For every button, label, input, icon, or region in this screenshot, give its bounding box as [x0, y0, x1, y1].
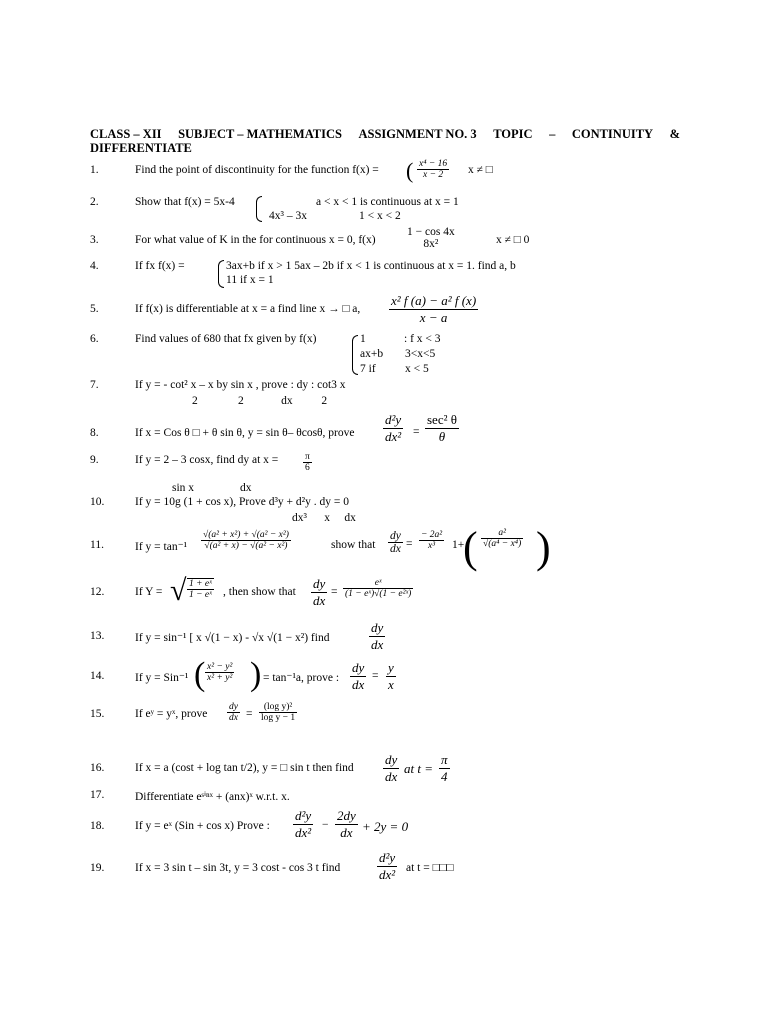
right-paren: )	[536, 523, 551, 572]
question-11: 11. If y = tan⁻¹ $\frac{\text{√(a² + x²) + √(a² − x²)}}{\text{√(a² + x) − √(a² − x²)}}$ show that $\frac{dy}{dx}$ = $\frac{\text{− 2a²}}{\text{x³}}$ 1+ ( $\frac{\text{a²}}{\text{√(a⁴ − x⁴)}}$ )	[90, 523, 551, 572]
header-dash: –	[549, 127, 556, 141]
question-4: 4. If fx f(x) = 3ax+b if x > 1 5ax – 2b if x < 1 is continuous at x = 1. find a, b 11 if x = 1	[90, 260, 516, 286]
question-6: 6. Find values of 680 that fx given by f(x) 1 : f x < 3 ax+b 3<x<5 7 if x < 5	[90, 333, 441, 375]
assignment-header	[90, 127, 680, 155]
case-brace	[256, 196, 262, 222]
question-5: 5. If f(x) is differentiable at x = a find line x → □ a, $\frac{\text{x² f (a) − a² f (x)}}{x - a}$	[90, 293, 477, 325]
header-topic: TOPIC	[493, 127, 533, 141]
question-17: 17. Differentiate eˢⁱⁿˣ + (anx)ˣ w.r.t. x.	[90, 789, 290, 803]
question-7: 7. If y = - cot² x – x by sin x , prove : dy : cot3 x 2 2 dx 2	[90, 379, 346, 407]
header-ampersand: &	[669, 127, 680, 141]
left-paren: (	[406, 158, 414, 183]
left-paren: (	[194, 656, 206, 693]
question-1: 1. Find the point of discontinuity for the function f(x) = ( $\frac{\text{x⁴ − 16}}{x - 2}$ x ≠ □	[90, 158, 493, 183]
question-19: 19. If x = 3 sin t – sin 3t, y = 3 cost - cos 3 t find $\frac{\text{d²y}}{\text{dx²}}$ at t = □□□	[90, 850, 454, 882]
question-12: 12. If Y = √ $\frac{\text{1 + eˣ}}{\text{1 − eˣ}}$ , then show that $\frac{dy}{dx}$ = $\frac{\text{eˣ}}{\text{(1 − eˣ)√(1 − e²ˣ)}}$	[90, 574, 412, 608]
header-assignment: ASSIGNMENT NO. 3	[358, 127, 477, 141]
question-14: 14. If y = Sin⁻¹ ( $\frac{\text{x² − y²}}{\text{x² + y²}}$ ) = tan⁻¹a, prove : $\frac{dy}{dx}$ = $\frac{y}{x}$	[90, 656, 394, 693]
header-subject: SUBJECT – MATHEMATICS	[178, 127, 342, 141]
header-continuity: CONTINUITY	[571, 127, 654, 141]
question-8: 8. If x = Cos θ □ + θ sin θ, y = sin θ– θcosθ, prove $\frac{\text{d²y}}{\text{dx²}}$ = sec² θ θ	[90, 412, 457, 444]
left-paren: (	[463, 523, 478, 572]
header-class: CLASS – XII	[90, 127, 162, 141]
question-3: 3. For what value of K in the for continuous x = 0, f(x) 1 − cos 4x 8x² x ≠ □ 0	[90, 226, 530, 250]
question-10: 10. If y = 10g (1 + cos x), Prove d³y + d²y . dy = 0 dx³ x dx	[90, 496, 356, 524]
question-15: 15. If eʸ = yˣ, prove $\frac{dy}{dx}$ = $\frac{\text{(log y)²}}{\text{log y − 1}}$	[90, 702, 296, 723]
question-2: 2. Show that f(x) = 5x-4 a < x < 1 is continuous at x = 1 4x³ – 3x 1 < x < 2	[90, 196, 459, 222]
question-18: 18. If y = eˣ (Sin + cos x) Prove : $\frac{\text{d²y}}{\text{dx²}}$ − $\frac{2dy}{dx}$ + 2y = 0	[90, 808, 409, 840]
case-brace	[218, 260, 224, 288]
question-9: 9. If y = 2 – 3 cosx, find dy at x = $\frac{\pi}{6}$ sin x dx	[90, 452, 310, 494]
question-13: 13. If y = sin⁻¹ [ x √(1 − x) - √x √(1 − x²) find $\frac{dy}{dx}$	[90, 620, 384, 652]
header-differentiate: DIFFERENTIATE	[90, 141, 192, 155]
right-paren: )	[250, 656, 262, 693]
question-16: 16. If x = a (cost + log tan t/2), y = □ sin t then find $\frac{dy}{dx}$ at t = $\frac{\pi}{4}$	[90, 752, 448, 784]
case-brace	[352, 335, 358, 375]
radical-sign: √	[170, 574, 187, 607]
